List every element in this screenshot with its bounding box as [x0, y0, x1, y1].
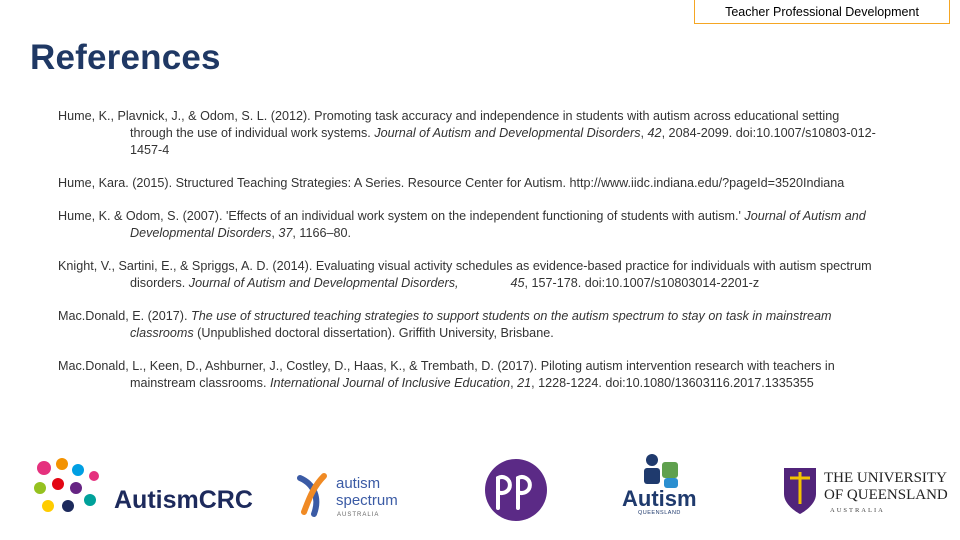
reference-item: Hume, Kara. (2015). Structured Teaching Strategies: A Series. Resource Center for Autism. http://www.iidc.indiana.edu/?pageId=3520Indiana	[58, 175, 845, 190]
header-banner: Teacher Professional Development	[694, 0, 950, 24]
university-of-queensland-logo	[780, 464, 952, 518]
colorful-hands-icon	[34, 458, 99, 512]
svg-text:autism: autism	[336, 475, 381, 492]
reference-item: Hume, K., Plavnick, J., & Odom, S. L. (2012). Promoting task accuracy and independence in students with autism across educational setting through the use of individual work systems. Journal of Autism and Developmental Disorders, 42, 2084-2099. doi:10.1007/s10803-012-1457-4	[58, 108, 876, 157]
puzzle-figure-icon	[644, 454, 678, 488]
pp-logo	[484, 458, 548, 522]
reference-list	[58, 95, 883, 408]
autism-queensland-logo	[618, 450, 710, 516]
svg-text:THE UNIVERSITY: THE UNIVERSITY	[824, 470, 947, 486]
reference-item: Hume, K. & Odom, S. (2007). 'Effects of an individual work system on the independent functioning of students with autism.' Journal of Autism and Developmental Disorders, 37, 1166–80.	[58, 208, 866, 240]
svg-text:AUSTRALIA: AUSTRALIA	[830, 507, 885, 514]
svg-text:AutismCRC: AutismCRC	[114, 486, 253, 514]
svg-text:AUSTRALIA: AUSTRALIA	[337, 512, 380, 518]
page-title: References	[30, 38, 221, 77]
svg-text:OF QUEENSLAND: OF QUEENSLAND	[824, 487, 948, 503]
svg-text:QUEENSLAND: QUEENSLAND	[638, 510, 681, 516]
logo-strip	[0, 450, 960, 540]
reference-item: Knight, V., Sartini, E., & Spriggs, A. D. (2014). Evaluating visual activity schedules as evidence-based practice for individuals with autism spectrum disorders. Journal of Autism and Developmental Disorders, 45, 157-178. doi:10.1007/s10803014-2201-z	[58, 258, 872, 290]
reference-item: Mac.Donald, E. (2017). The use of structured teaching strategies to support students on the autism spectrum to stay on task in mainstream classrooms (Unpublished doctoral dissertation). Griffith University, Brisbane.	[58, 308, 832, 340]
svg-text:spectrum: spectrum	[336, 492, 398, 509]
reference-item: Mac.Donald, L., Keen, D., Ashburner, J., Costley, D., Haas, K., & Trembath, D. (2017). Piloting autism intervention research with teachers in mainstream classrooms. International Journal of Inclusive Education, 21, 1228-1224. doi:10.1080/13603116.2017.1335355	[58, 358, 835, 390]
uq-crest-icon	[784, 468, 816, 514]
autism-spectrum-australia-logo	[296, 470, 416, 520]
svg-text:Autism: Autism	[622, 486, 697, 511]
autism-crc-logo	[28, 454, 258, 524]
aspect-swirl-icon	[300, 476, 324, 514]
